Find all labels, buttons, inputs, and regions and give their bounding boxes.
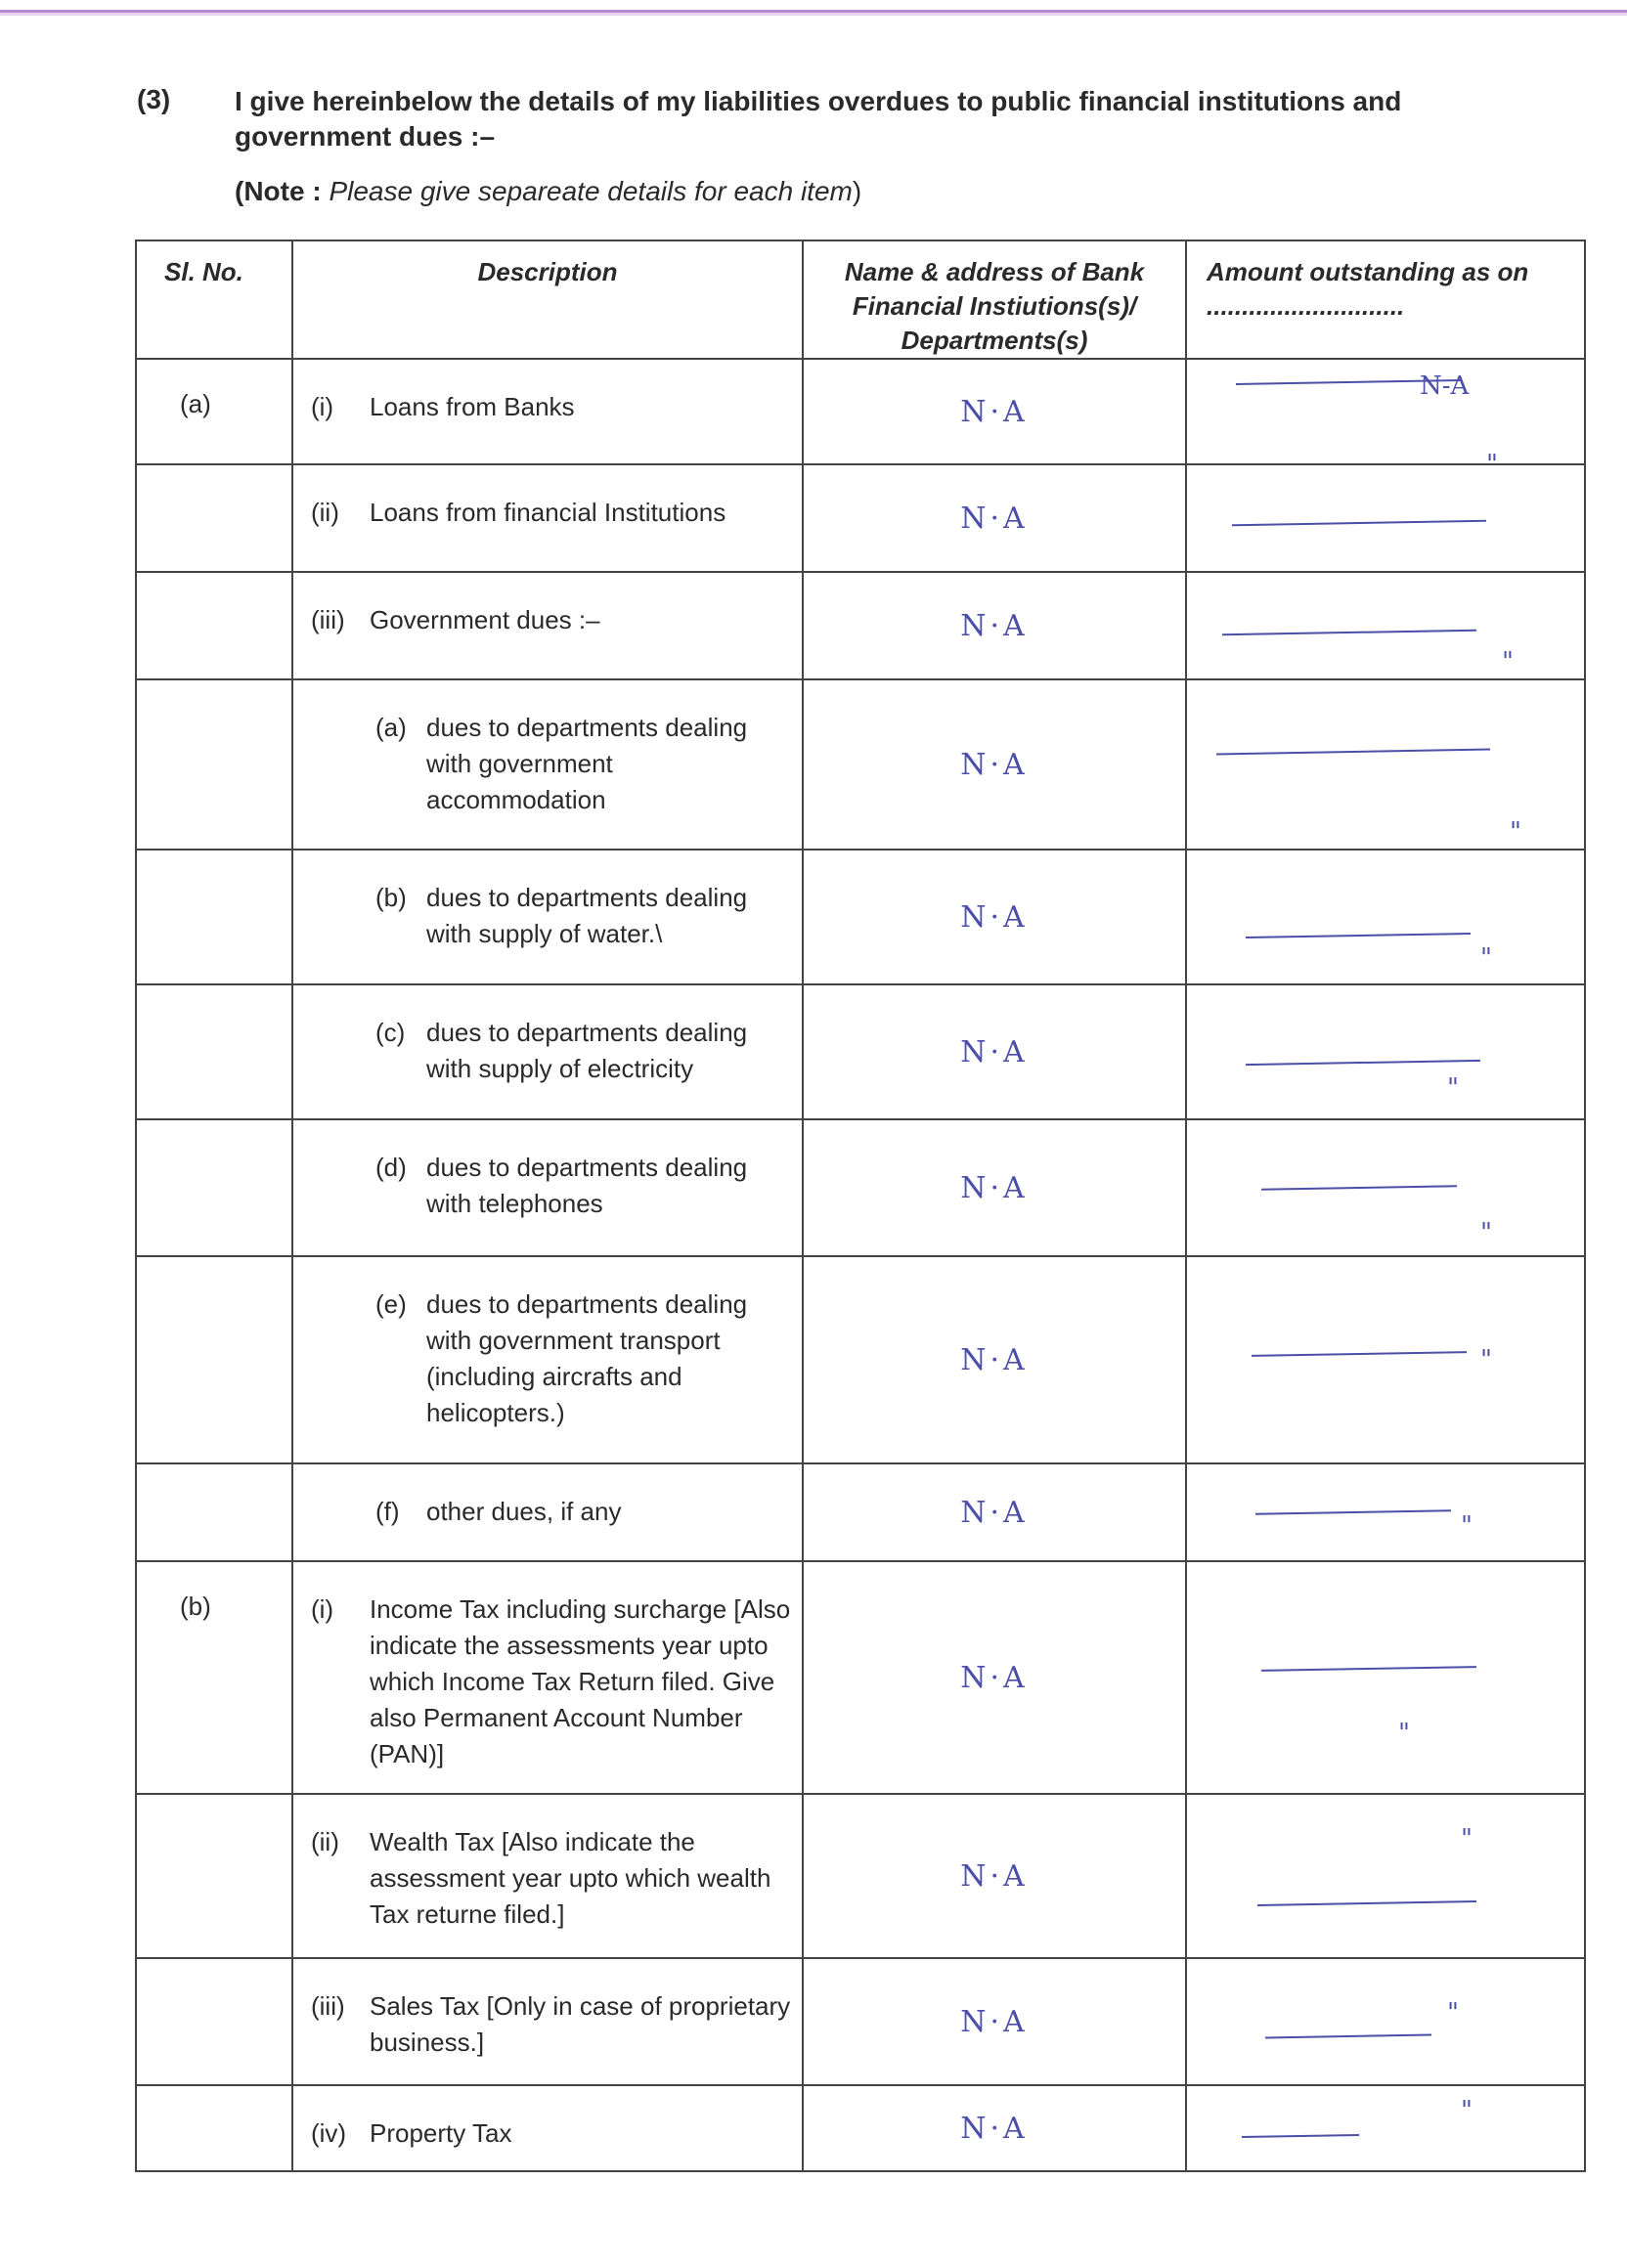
handwritten-ditto-mark: " xyxy=(1480,943,1492,973)
header-bank: Name & address of Bank Financial Instiutions(s)/ Departments(s) xyxy=(803,240,1186,359)
table-row xyxy=(136,679,1585,850)
description-wrap xyxy=(293,1464,802,1530)
description-wrap xyxy=(293,985,802,1087)
table-row xyxy=(136,572,1585,679)
amount-cell xyxy=(1186,1561,1585,1794)
handwritten-dash xyxy=(1246,1060,1480,1066)
item-description: Loans from financial Institutions xyxy=(370,498,726,527)
description-cell xyxy=(292,572,803,679)
handwritten-na: N·A xyxy=(960,608,1029,643)
handwritten-na: N·A xyxy=(960,2111,1029,2146)
sl-no-cell xyxy=(136,464,292,572)
item-label: (iii) xyxy=(311,605,345,634)
indent-spacer xyxy=(293,1287,375,1431)
handwritten-dash xyxy=(1246,933,1471,938)
table-row xyxy=(136,1463,1585,1561)
item-label: (iii) xyxy=(311,1991,345,2021)
handwritten-na: N·A xyxy=(960,2004,1029,2039)
handwritten-dash xyxy=(1261,1185,1457,1190)
bank-cell xyxy=(803,1119,1186,1256)
indent-spacer xyxy=(293,710,375,818)
handwritten-na: N·A xyxy=(960,394,1029,429)
description-wrap xyxy=(293,465,802,531)
table-row xyxy=(136,464,1585,572)
sub-item-label: (a) xyxy=(375,713,407,742)
amount-cell xyxy=(1186,450,1585,572)
liabilities-table xyxy=(135,240,1586,2172)
description-wrap xyxy=(293,680,802,818)
handwritten-dash xyxy=(1252,1351,1467,1357)
sl-no-cell xyxy=(136,2085,292,2171)
description-cell xyxy=(292,1256,803,1463)
table-row xyxy=(136,1958,1585,2085)
amount-cell xyxy=(1186,1958,1585,2085)
note-line xyxy=(235,176,861,207)
description-wrap xyxy=(293,1795,802,1933)
amount-cell xyxy=(1186,984,1585,1119)
item-description: Wealth Tax [Also indicate the assessment year upto which wealth Tax returne filed.] xyxy=(370,1827,771,1929)
indent-spacer xyxy=(293,1150,375,1222)
item-label: (iv) xyxy=(311,2118,347,2148)
handwritten-ditto-mark: " xyxy=(1480,1345,1492,1374)
sl-no-cell xyxy=(136,1119,292,1256)
handwritten-na: N·A xyxy=(960,1858,1029,1894)
item-description: Property Tax xyxy=(370,2118,512,2148)
description-cell xyxy=(292,359,803,464)
sl-no-cell xyxy=(136,1794,292,1958)
description-wrap xyxy=(293,1562,802,1772)
bank-cell xyxy=(803,1463,1186,1561)
sl-no-cell xyxy=(136,572,292,679)
table-header-row xyxy=(136,240,1585,359)
handwritten-dash xyxy=(1257,1900,1476,1906)
indent-spacer xyxy=(293,880,375,952)
bank-cell xyxy=(803,359,1186,464)
description-cell xyxy=(292,679,803,850)
description-wrap xyxy=(293,2086,802,2152)
bank-cell xyxy=(803,1561,1186,1794)
handwritten-na: N·A xyxy=(960,899,1029,935)
amount-cell xyxy=(1186,572,1585,679)
amount-cell xyxy=(1186,850,1585,984)
handwritten-dash xyxy=(1265,2034,1431,2039)
handwritten-ditto-mark: " xyxy=(1461,1824,1473,1854)
section-heading: I give hereinbelow the details of my liabilities overdues to public financial institutions and government dues :– xyxy=(235,86,1402,152)
description-cell xyxy=(292,2085,803,2171)
handwritten-dash xyxy=(1232,520,1486,527)
section-number: (3) xyxy=(137,84,171,114)
table-row xyxy=(136,2085,1585,2171)
bank-cell xyxy=(803,1958,1186,2085)
sl-no-cell xyxy=(136,984,292,1119)
item-description: dues to departments dealing with supply of water.\ xyxy=(426,883,748,948)
table-row xyxy=(136,984,1585,1119)
item-description: Loans from Banks xyxy=(370,392,575,421)
note-text: Please give separeate details for each item xyxy=(329,176,853,206)
description-cell xyxy=(292,1561,803,1794)
note-suffix: ) xyxy=(852,176,862,206)
bank-cell xyxy=(803,850,1186,984)
handwritten-ditto-mark: " xyxy=(1461,2096,1473,2125)
sub-item-label: (d) xyxy=(375,1153,407,1182)
sl-no-cell xyxy=(136,1958,292,2085)
header-sl-no: Sl. No. xyxy=(136,240,292,359)
sl-no-cell xyxy=(136,1256,292,1463)
description-wrap xyxy=(293,360,802,425)
item-description: Income Tax including surcharge [Also indicate the assessments year upto which Income Tax Return filed. Give also Permanent Account Number (PAN)] xyxy=(370,1594,791,1768)
top-border-line xyxy=(0,0,1627,13)
handwritten-na: N·A xyxy=(960,1034,1029,1069)
handwritten-dash xyxy=(1222,630,1476,636)
handwritten-ditto-mark: " xyxy=(1447,1998,1459,2028)
amount-cell xyxy=(1186,1794,1585,1958)
item-description: dues to departments dealing with telephones xyxy=(426,1153,748,1218)
bank-cell xyxy=(803,2085,1186,2171)
amount-cell xyxy=(1186,1119,1585,1256)
amount-cell xyxy=(1186,2085,1585,2171)
sub-item-label: (b) xyxy=(375,883,407,912)
indent-spacer xyxy=(293,1494,375,1530)
description-cell xyxy=(292,464,803,572)
handwritten-dash xyxy=(1216,749,1490,756)
header-amount: Amount outstanding as on ............................ xyxy=(1186,240,1585,359)
item-description: other dues, if any xyxy=(426,1497,622,1526)
item-description: dues to departments dealing with government transport (including aircrafts and helicopters.) xyxy=(426,1289,748,1427)
item-label: (i) xyxy=(311,1594,334,1624)
handwritten-ditto-mark: " xyxy=(1510,817,1521,847)
sl-no-cell xyxy=(136,850,292,984)
description-wrap xyxy=(293,1257,802,1431)
handwritten-na: N·A xyxy=(960,1342,1029,1377)
handwritten-dash xyxy=(1242,2134,1359,2138)
header-description: Description xyxy=(292,240,803,359)
handwritten-na: N·A xyxy=(960,1495,1029,1530)
description-cell xyxy=(292,1958,803,2085)
table-row xyxy=(136,1561,1585,1794)
description-cell xyxy=(292,850,803,984)
handwritten-ditto-mark: " xyxy=(1486,450,1498,479)
item-label: (ii) xyxy=(311,1827,339,1856)
description-cell xyxy=(292,1463,803,1561)
amount-cell xyxy=(1186,359,1585,464)
amount-cell xyxy=(1186,679,1585,850)
description-cell xyxy=(292,1794,803,1958)
handwritten-na: N·A xyxy=(960,747,1029,782)
handwritten-ditto-mark: " xyxy=(1398,1719,1410,1748)
bank-cell xyxy=(803,464,1186,572)
table-row xyxy=(136,1119,1585,1256)
handwritten-ditto-mark: " xyxy=(1461,1511,1473,1541)
table-row xyxy=(136,359,1585,464)
handwritten-na: N·A xyxy=(960,501,1029,536)
handwritten-ditto-mark: " xyxy=(1502,647,1514,676)
description-wrap xyxy=(293,573,802,638)
item-label: (i) xyxy=(311,392,334,421)
table-row xyxy=(136,1256,1585,1463)
sl-no-cell xyxy=(136,1463,292,1561)
item-description: Sales Tax [Only in case of proprietary business.] xyxy=(370,1991,791,2057)
bank-cell xyxy=(803,984,1186,1119)
sl-no-cell xyxy=(136,679,292,850)
note-prefix: (Note : xyxy=(235,176,322,206)
table-body xyxy=(136,359,1585,2171)
handwritten-dash xyxy=(1261,1666,1476,1672)
description-wrap xyxy=(293,1120,802,1222)
handwritten-na: N·A xyxy=(960,1170,1029,1205)
description-cell xyxy=(292,984,803,1119)
sub-item-label: (f) xyxy=(375,1497,400,1526)
bank-cell xyxy=(803,572,1186,679)
handwritten-ditto-mark: " xyxy=(1447,1073,1459,1103)
sub-item-label: (e) xyxy=(375,1289,407,1319)
sl-no-cell: (b) xyxy=(136,1561,292,1794)
description-cell xyxy=(292,1119,803,1256)
handwritten-na: N·A xyxy=(960,1660,1029,1695)
item-label: (ii) xyxy=(311,498,339,527)
table-row xyxy=(136,1794,1585,1958)
item-description: dues to departments dealing with government accommodation xyxy=(426,713,748,814)
sub-item-label: (c) xyxy=(375,1018,406,1047)
handwritten-ditto-mark: " xyxy=(1480,1218,1492,1247)
bank-cell xyxy=(803,1256,1186,1463)
amount-cell xyxy=(1186,1256,1585,1463)
handwritten-ditto-mark: N-A xyxy=(1420,371,1470,401)
item-description: Government dues :– xyxy=(370,605,600,634)
table-row xyxy=(136,850,1585,984)
bank-cell xyxy=(803,679,1186,850)
item-description: dues to departments dealing with supply of electricity xyxy=(426,1018,748,1083)
description-wrap xyxy=(293,1959,802,2061)
amount-cell xyxy=(1186,1463,1585,1561)
indent-spacer xyxy=(293,1015,375,1087)
bank-cell xyxy=(803,1794,1186,1958)
sl-no-cell: (a) xyxy=(136,359,292,464)
description-wrap xyxy=(293,850,802,952)
handwritten-dash xyxy=(1255,1509,1451,1514)
